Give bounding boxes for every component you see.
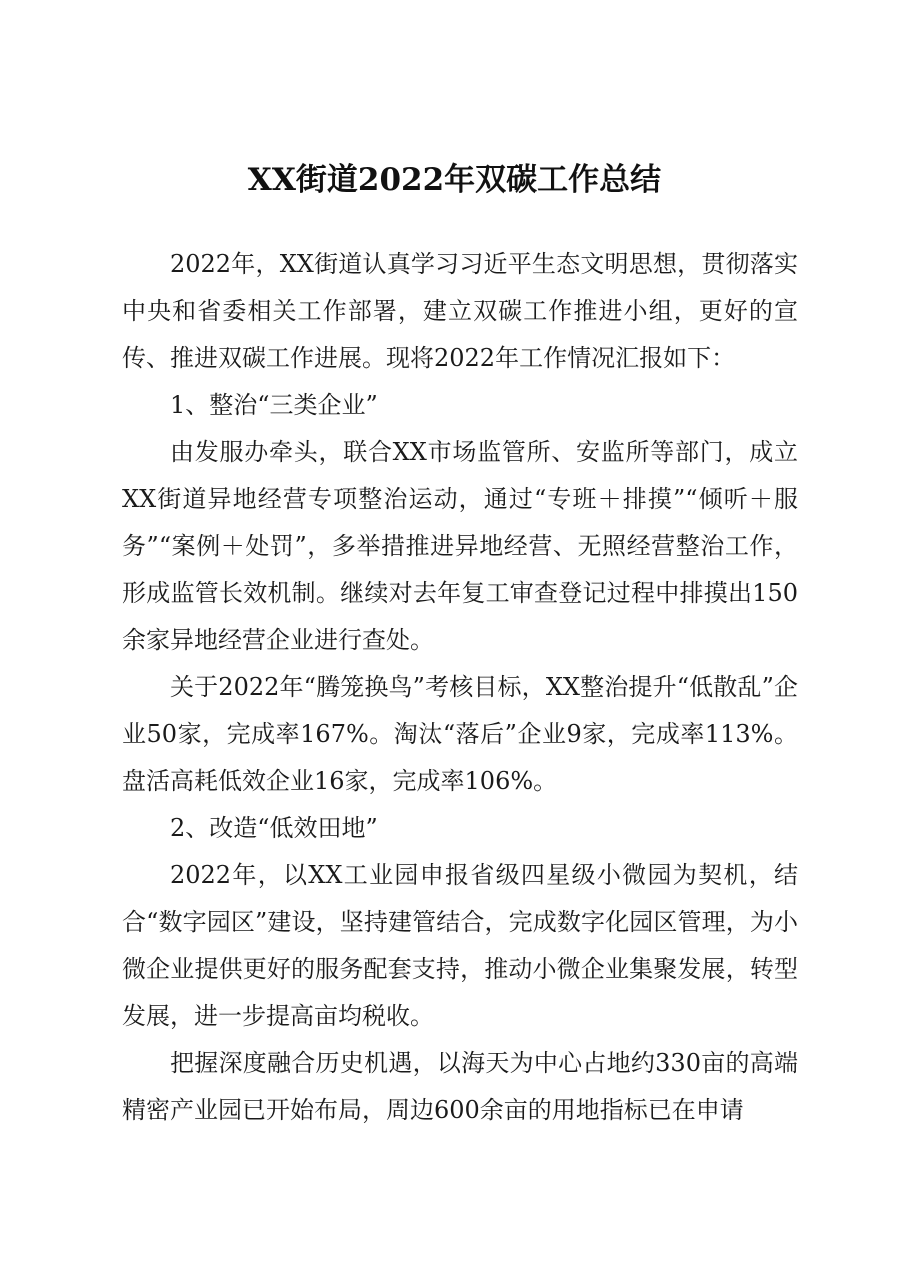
paragraph-section-2: 2022年，以XX工业园申报省级四星级小微园为契机，结合“数字园区”建设，坚持建管结合，完成数字化园区管理，为小微企业提供更好的服务配套支持，推动小微企业集聚发展，转型发展，进一步提高亩均税收。 — [122, 861, 798, 1030]
paragraph-intro: 2022年，XX街道认真学习习近平生态文明思想，贯彻落实中央和省委相关工作部署，建立双碳工作推进小组，更好的宣传、推进双碳工作进展。现将2022年工作情况汇报如下： — [122, 250, 798, 372]
paragraph-section-2-park: 把握深度融合历史机遇，以海天为中心占地约330亩的高端精密产业园已开始布局，周边600余亩的用地指标已在申请 — [122, 1049, 798, 1124]
document-body — [122, 241, 798, 1134]
document-title: XX街道2022年双碳工作总结 — [247, 162, 662, 198]
section-heading-1: 1、整治“三类企业” — [170, 391, 378, 419]
paragraph-section-1-targets: 关于2022年“腾笼换鸟”考核目标，XX整治提升“低散乱”企业50家，完成率167%。淘汰“落后”企业9家，完成率113%。盘活高耗低效企业16家，完成率106%。 — [122, 673, 798, 795]
section-heading-2: 2、改造“低效田地” — [170, 814, 378, 842]
paragraph-section-1: 由发服办牵头，联合XX市场监管所、安监所等部门，成立XX街道异地经营专项整治运动，通过“专班＋排摸”“倾听＋服务”“案例＋处罚”，多举措推进异地经营、无照经营整治工作，形成监管长效机制。继续对去年复工审查登记过程中排摸出150余家异地经营企业进行查处。 — [122, 438, 798, 654]
